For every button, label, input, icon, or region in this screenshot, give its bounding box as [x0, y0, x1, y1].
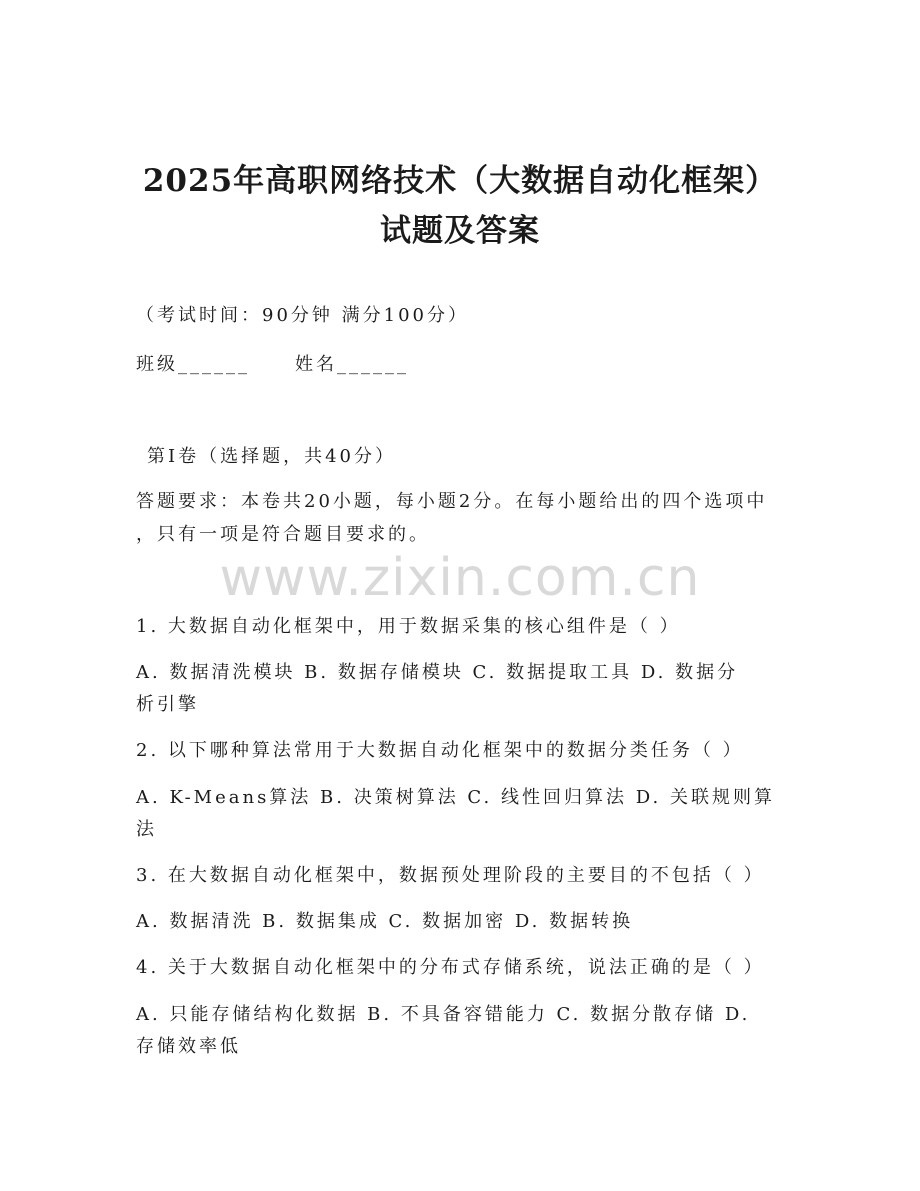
question-1-options-cont: 析引擎 [136, 694, 199, 715]
document-title-line1: 2025年高职网络技术（大数据自动化框架） [142, 163, 778, 199]
question-3-options: A. 数据清洗 B. 数据集成 C. 数据加密 D. 数据转换 [136, 911, 634, 932]
exam-info: （考试时间：90分钟 满分100分） [136, 305, 469, 326]
question-1-options: A. 数据清洗模块 B. 数据存储模块 C. 数据提取工具 D. 数据分 [136, 662, 739, 683]
document-title-line2: 试题及答案 [380, 213, 540, 249]
watermark: www.zixin.com.cn [219, 548, 701, 608]
question-2-stem: 2. 以下哪种算法常用于大数据自动化框架中的数据分类任务（ ） [136, 740, 744, 761]
class-field: 班级______ [136, 354, 250, 375]
question-1-stem: 1. 大数据自动化框架中，用于数据采集的核心组件是（ ） [136, 616, 681, 637]
question-2-options-cont: 法 [136, 819, 157, 840]
question-4-options-cont: 存储效率低 [136, 1036, 241, 1057]
section-title: 第I卷（选择题，共40分） [147, 446, 397, 467]
instructions-line2: ，只有一项是符合题目要求的。 [136, 524, 430, 545]
question-3-stem: 3. 在大数据自动化框架中，数据预处理阶段的主要目的不包括（ ） [136, 865, 765, 886]
name-field: 姓名______ [295, 354, 409, 375]
question-2-options: A. K-Means算法 B. 决策树算法 C. 线性回归算法 D. 关联规则算 [136, 787, 775, 808]
instructions-line1: 答题要求：本卷共20小题，每小题2分。在每小题给出的四个选项中 [136, 491, 768, 512]
question-4-options: A. 只能存储结构化数据 B. 不具备容错能力 C. 数据分散存储 D. [136, 1004, 751, 1025]
question-4-stem: 4. 关于大数据自动化框架中的分布式存储系统，说法正确的是（ ） [136, 957, 765, 978]
